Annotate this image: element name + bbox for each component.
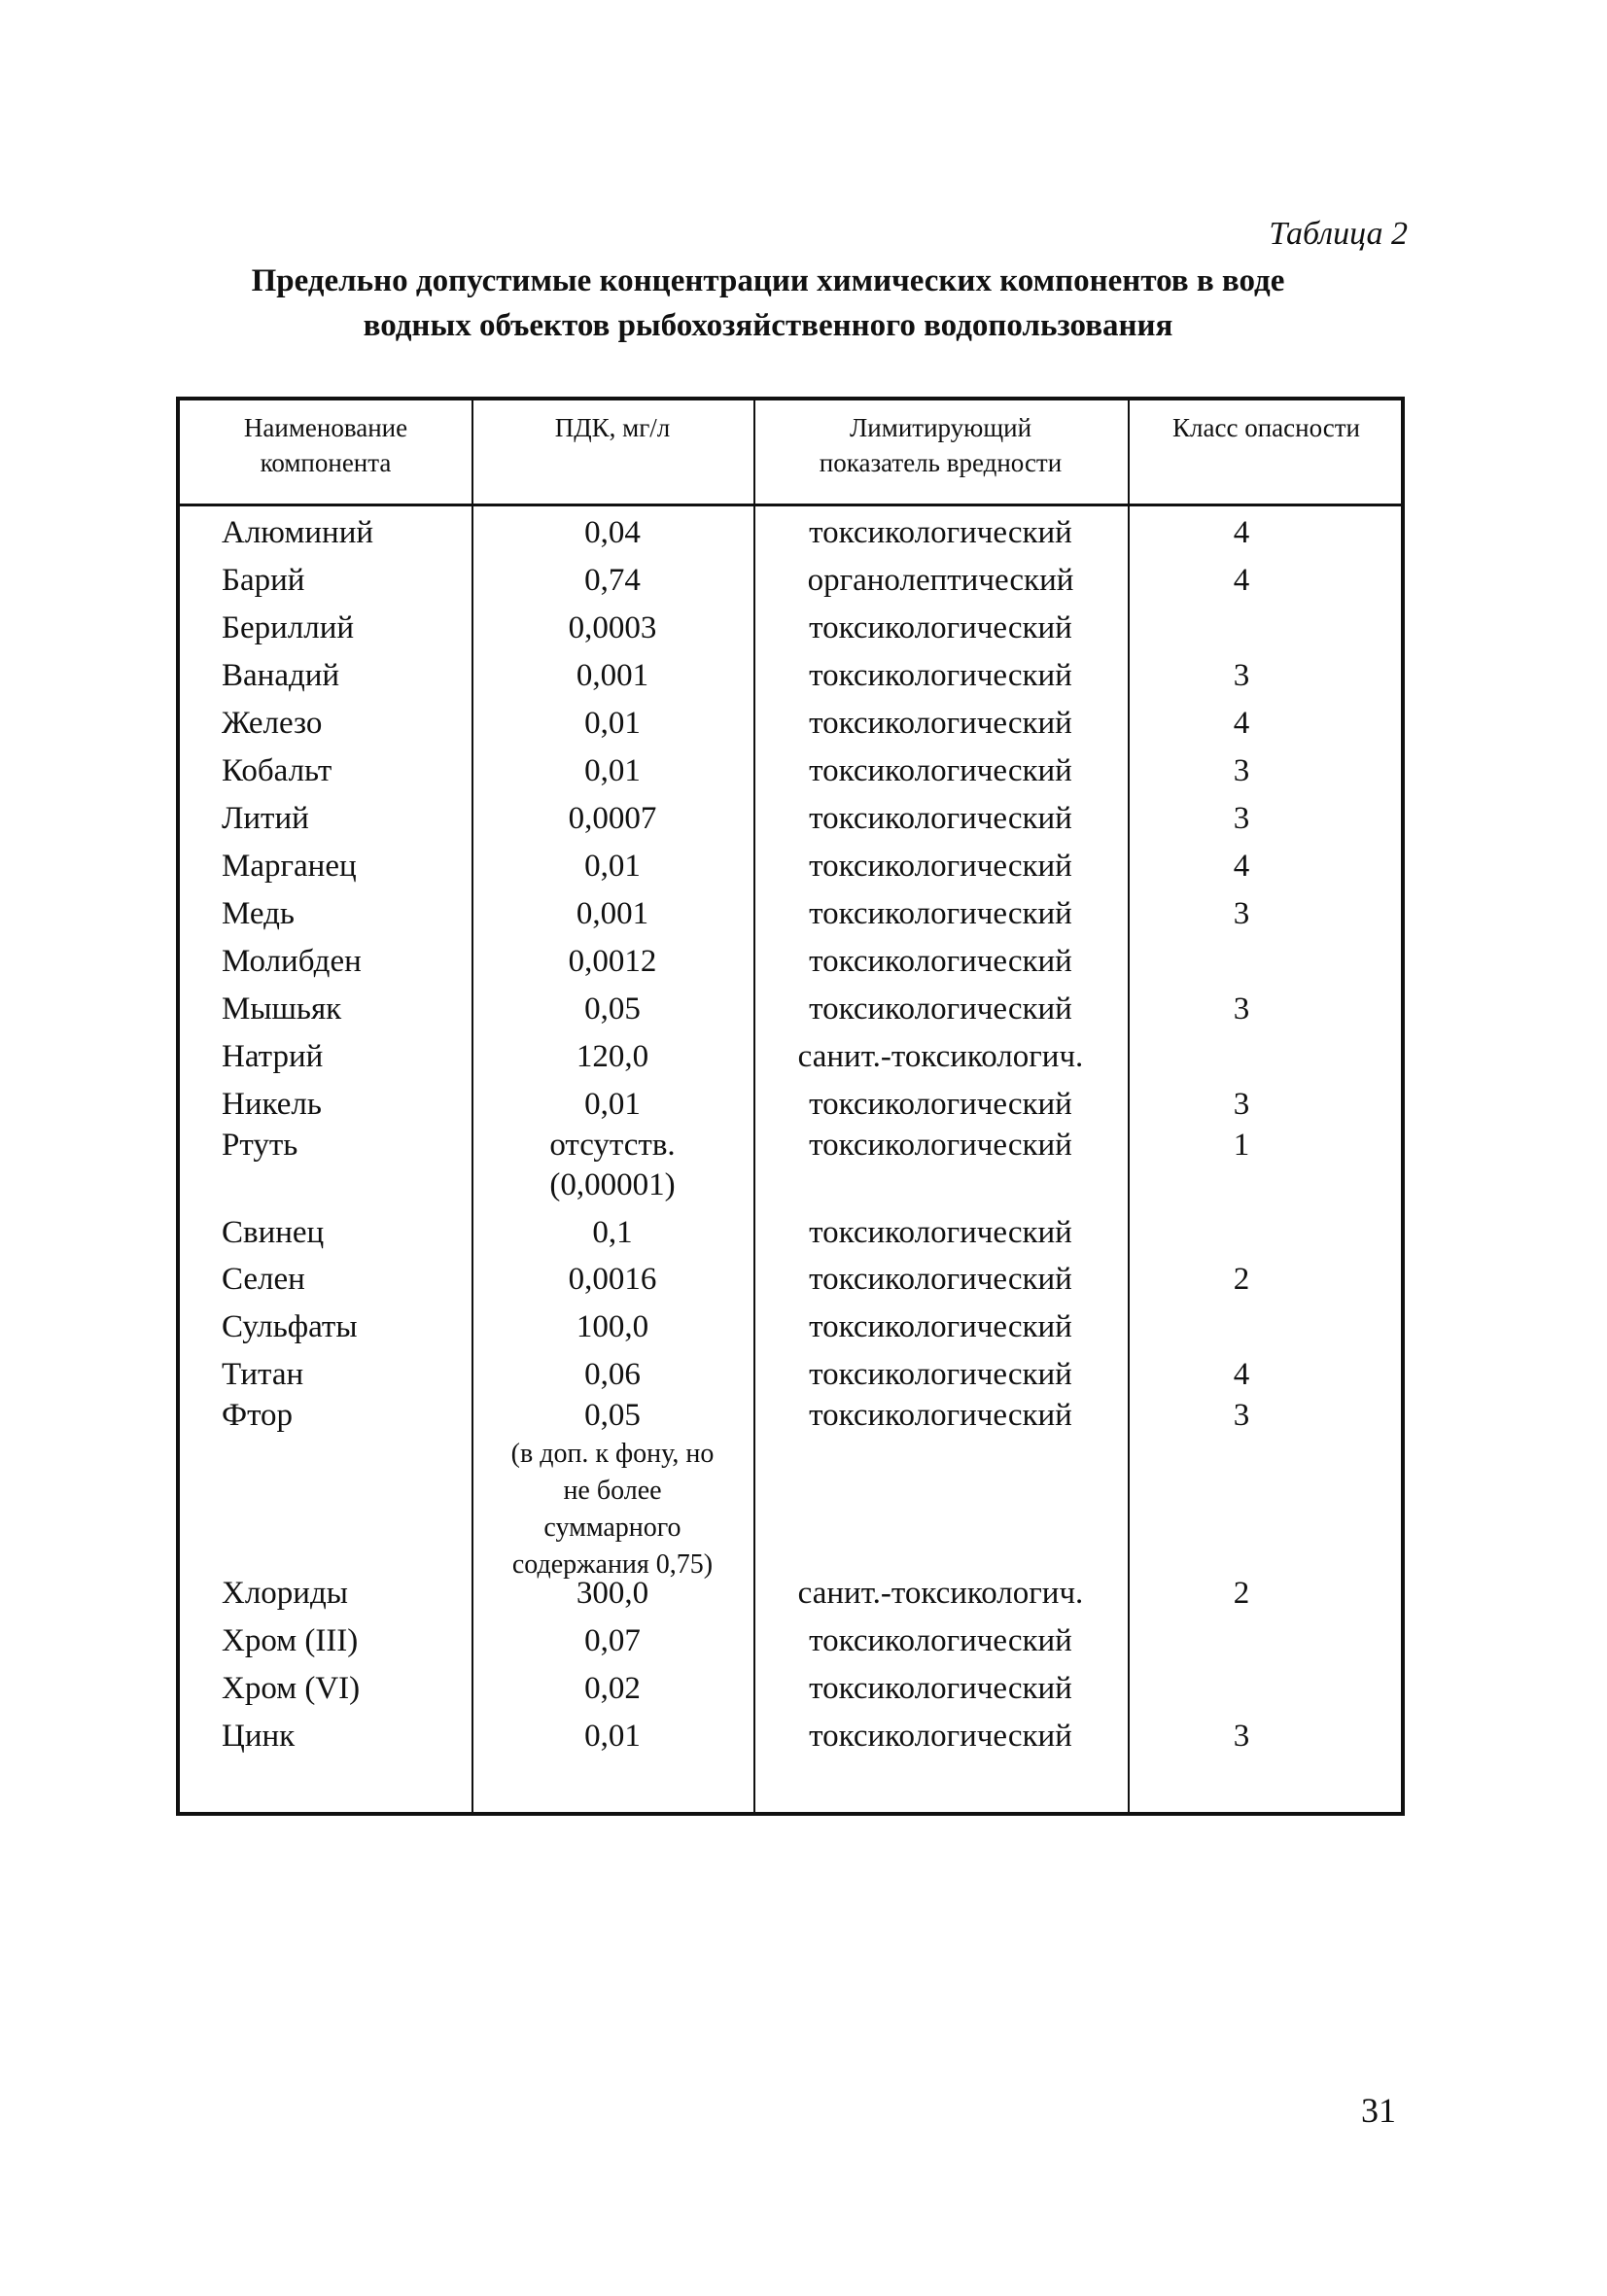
hazard-class: 4 (1233, 1357, 1250, 1392)
limiting-indicator: органолептический (807, 563, 1074, 598)
column-divider (472, 400, 473, 1812)
pdk-value (476, 1126, 749, 1205)
component-name: Хром (VI) (222, 1671, 361, 1706)
pdk-note: не более (563, 1476, 662, 1506)
pdk-value (476, 847, 749, 887)
component-name: Железо (222, 706, 323, 741)
limiting-indicator: токсикологический (809, 1398, 1072, 1433)
limiting-indicator: токсикологический (809, 1623, 1072, 1658)
component-name: Кобальт (222, 753, 332, 788)
pdk-value (476, 513, 749, 553)
pdk-main: 300,0 (576, 1576, 649, 1611)
title-line-1: Предельно допустимые концентрации химических компонентов в воде (251, 263, 1285, 298)
header-text: показатель вредности (819, 448, 1063, 477)
pdk-main: 0,74 (584, 563, 641, 598)
pdk-main: 120,0 (576, 1039, 649, 1074)
header-limiting-indicator (753, 410, 1128, 480)
hazard-class: 4 (1233, 849, 1250, 884)
pdk-value (476, 990, 749, 1029)
header-pdk (472, 410, 753, 445)
pdk-value (476, 1669, 749, 1709)
pdk-main: 0,01 (584, 849, 641, 884)
component-name: Марганец (222, 849, 357, 884)
hazard-class: 4 (1233, 515, 1250, 550)
header-component-name (180, 410, 472, 480)
pdk-value (476, 1307, 749, 1347)
hazard-class: 3 (1233, 1087, 1250, 1122)
component-name: Барий (222, 563, 305, 598)
column-divider (1128, 400, 1130, 1812)
hazard-class: 3 (1233, 1398, 1250, 1433)
limiting-indicator: токсикологический (809, 1262, 1072, 1297)
limiting-indicator: токсикологический (809, 849, 1072, 884)
pdk-main: 0,04 (584, 515, 641, 550)
header-text: компонента (260, 448, 392, 477)
hazard-class: 3 (1233, 658, 1250, 693)
pdk-main: 0,05 (584, 1398, 641, 1433)
hazard-class: 2 (1233, 1576, 1250, 1611)
hazard-class: 3 (1233, 1719, 1250, 1754)
header-text: Класс опасности (1172, 413, 1360, 442)
pdk-value (476, 1260, 749, 1300)
limiting-indicator: токсикологический (809, 658, 1072, 693)
limiting-indicator: токсикологический (809, 896, 1072, 931)
table-caption: Таблица 2 (1269, 216, 1408, 252)
pdk-value (476, 1621, 749, 1661)
hazard-class: 3 (1233, 991, 1250, 1026)
limiting-indicator: токсикологический (809, 1309, 1072, 1344)
hazard-class: 3 (1233, 753, 1250, 788)
pdk-main: 0,05 (584, 991, 641, 1026)
header-text: ПДК, мг/л (554, 413, 671, 442)
hazard-class: 4 (1233, 563, 1250, 598)
pdk-value (476, 656, 749, 696)
pdk-extra: (0,00001) (549, 1167, 676, 1202)
component-name: Свинец (222, 1215, 325, 1250)
component-name: Бериллий (222, 610, 355, 645)
pdk-main: 0,01 (584, 706, 641, 741)
pdk-value (476, 1574, 749, 1614)
limiting-indicator: токсикологический (809, 1087, 1072, 1122)
pdk-value (476, 751, 749, 791)
limiting-indicator: токсикологический (809, 991, 1072, 1026)
pdk-main: 0,0003 (568, 610, 657, 645)
header-divider (180, 504, 1401, 506)
pdk-main: 0,06 (584, 1357, 641, 1392)
pdk-main: отсутств. (549, 1128, 676, 1163)
limiting-indicator: токсикологический (809, 1128, 1072, 1163)
pdk-main: 0,01 (584, 753, 641, 788)
limiting-indicator: санит.-токсикологич. (797, 1039, 1084, 1074)
component-name: Фтор (222, 1398, 294, 1433)
pdk-note: суммарного (543, 1513, 681, 1543)
pdk-value (476, 1037, 749, 1077)
pdk-note: содержания 0,75) (511, 1549, 714, 1580)
pdk-main: 0,0007 (568, 801, 657, 836)
pdk-value (476, 942, 749, 982)
component-name: Литий (222, 801, 309, 836)
hazard-class: 2 (1233, 1262, 1250, 1297)
pdk-value (476, 1213, 749, 1253)
title-line-2: водных объектов рыбохозяйственного водопользования (363, 308, 1173, 343)
limiting-indicator: токсикологический (809, 706, 1072, 741)
pdk-main: 0,001 (576, 658, 649, 693)
component-name: Ванадий (222, 658, 340, 693)
pdk-value (476, 609, 749, 648)
limiting-indicator: санит.-токсикологич. (797, 1576, 1084, 1611)
pdk-value (476, 1396, 749, 1583)
header-hazard-class (1128, 410, 1405, 445)
pdk-main: 0,0012 (568, 944, 657, 979)
pdk-value (476, 1717, 749, 1757)
pdk-value (476, 894, 749, 934)
pdk-value (476, 1085, 749, 1125)
hazard-class: 3 (1233, 896, 1250, 931)
component-name: Хлориды (222, 1576, 348, 1611)
limiting-indicator: токсикологический (809, 1357, 1072, 1392)
pdk-value (476, 799, 749, 839)
pdk-main: 0,01 (584, 1087, 641, 1122)
component-name: Цинк (222, 1719, 296, 1754)
limiting-indicator: токсикологический (809, 1719, 1072, 1754)
pdk-table (176, 397, 1405, 1816)
header-text: Лимитирующий (849, 413, 1032, 442)
limiting-indicator: токсикологический (809, 1671, 1072, 1706)
pdk-value (476, 704, 749, 744)
pdk-main: 100,0 (576, 1309, 649, 1344)
component-name: Натрий (222, 1039, 324, 1074)
limiting-indicator: токсикологический (809, 515, 1072, 550)
pdk-main: 0,1 (592, 1215, 633, 1250)
table-title (165, 259, 1371, 348)
pdk-note: (в доп. к фону, но (510, 1439, 715, 1469)
pdk-main: 0,01 (584, 1719, 641, 1754)
limiting-indicator: токсикологический (809, 610, 1072, 645)
component-name: Медь (222, 896, 295, 931)
component-name: Хром (III) (222, 1623, 359, 1658)
component-name: Мышьяк (222, 991, 342, 1026)
pdk-main: 0,0016 (568, 1262, 657, 1297)
hazard-class: 3 (1233, 801, 1250, 836)
limiting-indicator: токсикологический (809, 753, 1072, 788)
pdk-value (476, 1355, 749, 1395)
pdk-value (476, 561, 749, 601)
component-name: Титан (222, 1357, 304, 1392)
pdk-main: 0,07 (584, 1623, 641, 1658)
component-name: Никель (222, 1087, 322, 1122)
hazard-class: 1 (1233, 1128, 1250, 1163)
pdk-main: 0,001 (576, 896, 649, 931)
page-number: 31 (1361, 2091, 1396, 2130)
component-name: Молибден (222, 944, 362, 979)
header-text: Наименование (243, 413, 408, 442)
component-name: Селен (222, 1262, 305, 1297)
hazard-class: 4 (1233, 706, 1250, 741)
limiting-indicator: токсикологический (809, 801, 1072, 836)
component-name: Сульфаты (222, 1309, 358, 1344)
limiting-indicator: токсикологический (809, 944, 1072, 979)
component-name: Ртуть (222, 1128, 298, 1163)
limiting-indicator: токсикологический (809, 1215, 1072, 1250)
component-name: Алюминий (222, 515, 374, 550)
pdk-main: 0,02 (584, 1671, 641, 1706)
